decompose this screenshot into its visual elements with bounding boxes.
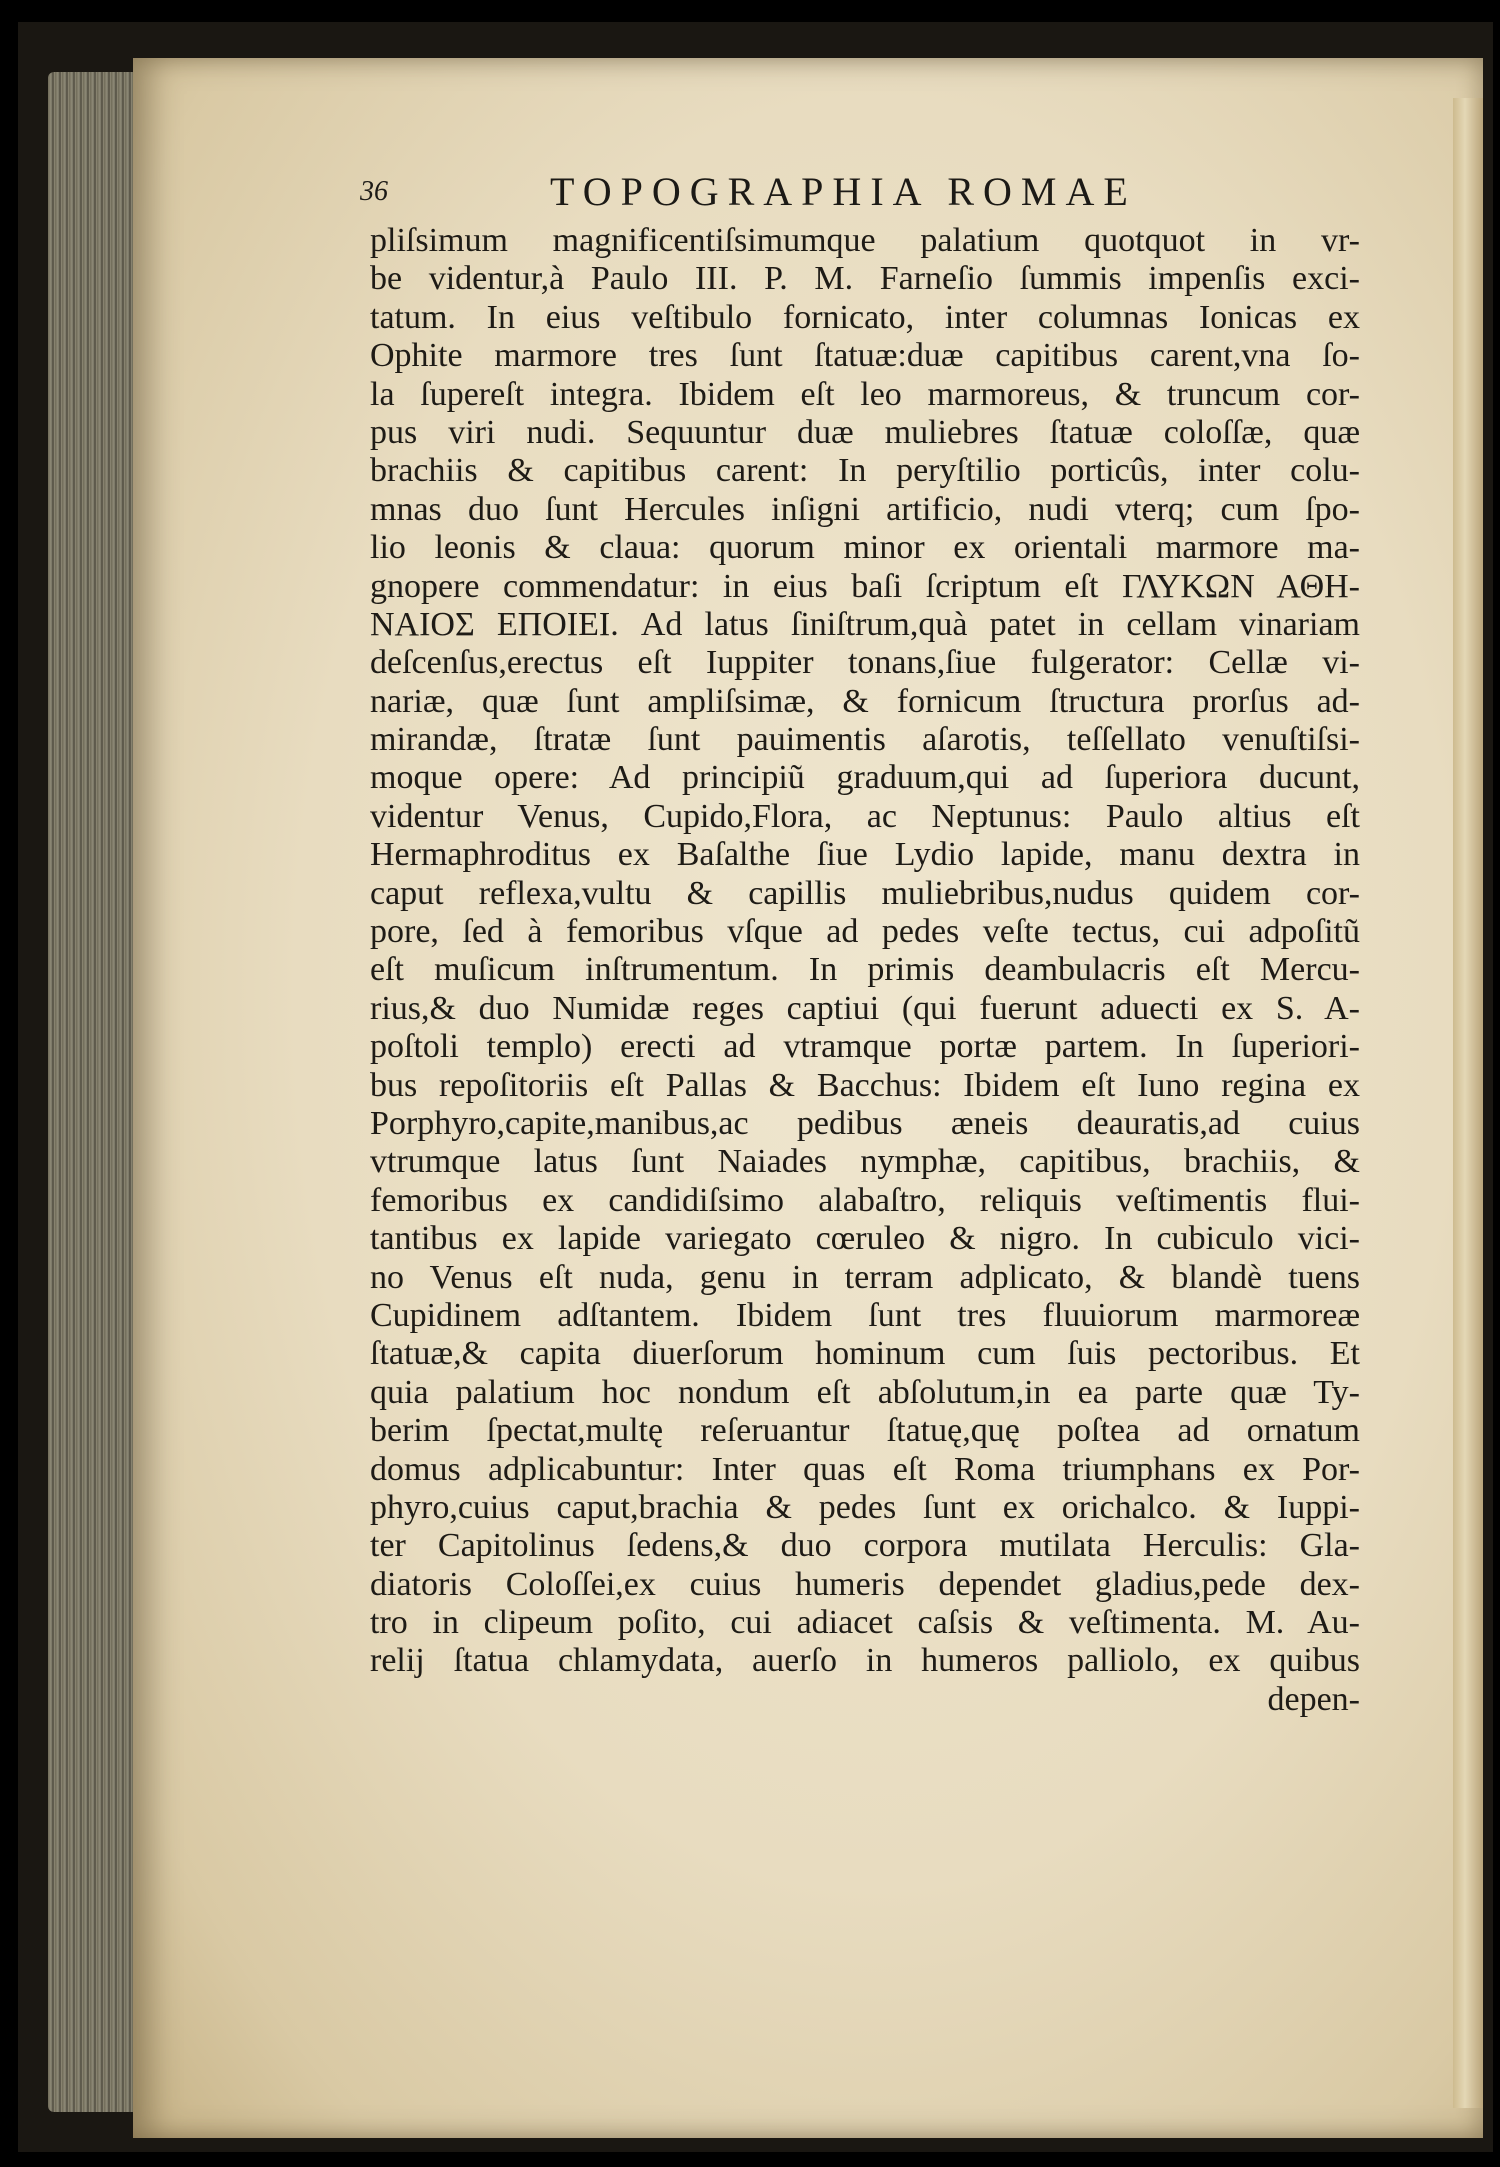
text-line: la ſupereſt integra. Ibidem eſt leo marmoreus, & truncum cor-: [370, 375, 1360, 413]
text-line: vtrumque latus ſunt Naiades nymphæ, capitibus, brachiis, &: [370, 1143, 1360, 1181]
text-line: pliſsimum magnificentiſsimumque palatium quotquot in vr-: [370, 222, 1360, 259]
page-edges: [48, 72, 143, 2112]
text-line: nariæ, quæ ſunt ampliſsimæ, & fornicum ſtructura prorſus ad-: [370, 682, 1360, 720]
text-line: moque opere: Ad principiũ graduum,qui ad ſuperiora ducunt,: [370, 759, 1360, 797]
text-line: lio leonis & claua: quorum minor ex orientali marmore ma-: [370, 529, 1360, 567]
text-line: rius,& duo Numidæ reges captiui (qui fuerunt aduecti ex S. A-: [370, 989, 1360, 1027]
text-line: pus viri nudi. Sequuntur duæ muliebres ſtatuæ coloſſæ, quæ: [370, 413, 1360, 451]
text-line: Porphyro,capite,manibus,ac pedibus æneis deauratis,ad cuius: [370, 1104, 1360, 1142]
text-line: eſt muſicum inſtrumentum. In primis deambulacris eſt Mercu-: [370, 951, 1360, 989]
text-line: no Venus eſt nuda, genu in terram adplicato, & blandè tuens: [370, 1258, 1360, 1296]
text-line: be videntur,à Paulo III. P. M. Farneſio ſummis impenſis exci-: [370, 260, 1360, 298]
running-head: [360, 168, 1160, 218]
body-text: [370, 222, 1360, 1719]
text-line: Cupidinem adſtantem. Ibidem ſunt tres fluuiorum marmoreæ: [370, 1296, 1360, 1334]
text-line: quia palatium hoc nondum eſt abſolutum,in ea parte quæ Ty-: [370, 1373, 1360, 1411]
text-line: tro in clipeum poſito, cui adiacet caſsis & veſtimenta. M. Au-: [370, 1604, 1360, 1642]
text-line: tatum. In eius veſtibulo fornicato, inter columnas Ionicas ex: [370, 298, 1360, 336]
text-line: relij ſtatua chlamydata, auerſo in humeros palliolo, ex quibus: [370, 1642, 1360, 1680]
text-line: tantibus ex lapide variegato cœruleo & nigro. In cubiculo vici-: [370, 1220, 1360, 1258]
page-number: 36: [360, 176, 388, 207]
text-line: poſtoli templo) erecti ad vtramque portæ partem. In ſuperiori-: [370, 1028, 1360, 1066]
text-line: videntur Venus, Cupido,Flora, ac Neptunus: Paulo altius eſt: [370, 797, 1360, 835]
text-line: mirandæ, ſtratæ ſunt pauimentis aſarotis, teſſellato venuſtiſsi-: [370, 721, 1360, 759]
text-line: Ophite marmore tres ſunt ſtatuæ:duæ capitibus carent,vna ſo-: [370, 337, 1360, 375]
text-line: depen-: [1267, 1680, 1360, 1718]
text-line: ΝΑΙΟΣ ΕΠΟΙΕΙ. Ad latus ſiniſtrum,quà patet in cellam vinariam: [370, 605, 1360, 643]
text-line: bus repoſitoriis eſt Pallas & Bacchus: Ibidem eſt Iuno regina ex: [370, 1066, 1360, 1104]
text-line: caput reflexa,vultu & capillis muliebribus,nudus quidem cor-: [370, 874, 1360, 912]
text-line: ter Capitolinus ſedens,& duo corpora mutilata Herculis: Gla-: [370, 1527, 1360, 1565]
text-line: phyro,cuius caput,brachia & pedes ſunt ex orichalco. & Iuppi-: [370, 1488, 1360, 1526]
text-line: gnopere commendatur: in eius baſi ſcriptum eſt ΓΛΥΚΩΝ ΑΘΗ-: [370, 567, 1360, 605]
text-line: domus adplicabuntur: Inter quas eſt Roma triumphans ex Por-: [370, 1450, 1360, 1488]
text-line: pore, ſed à femoribus vſque ad pedes veſte tectus, cui adpoſitũ: [370, 913, 1360, 951]
running-title: TOPOGRAPHIA ROMAE: [550, 169, 1137, 214]
text-line: brachiis & capitibus carent: In peryſtilio porticûs, inter colu-: [370, 452, 1360, 490]
text-line: Hermaphroditus ex Baſalthe ſiue Lydio lapide, manu dextra in: [370, 836, 1360, 874]
text-line: deſcenſus,erectus eſt Iuppiter tonans,ſiue fulgerator: Cellæ vi-: [370, 644, 1360, 682]
text-line: diatoris Coloſſei,ex cuius humeris dependet gladius,pede dex-: [370, 1565, 1360, 1603]
text-line: femoribus ex candidiſsimo alabaſtro, reliquis veſtimentis flui-: [370, 1181, 1360, 1219]
page-edge-right: [1453, 98, 1483, 2108]
text-line: berim ſpectat,multę reſeruantur ſtatuę,quę poſtea ad ornatum: [370, 1412, 1360, 1450]
text-line: ſtatuæ,& capita diuerſorum hominum cum ſuis pectoribus. Et: [370, 1335, 1360, 1373]
text-line: mnas duo ſunt Hercules inſigni artificio, nudi vterq; cum ſpo-: [370, 490, 1360, 528]
